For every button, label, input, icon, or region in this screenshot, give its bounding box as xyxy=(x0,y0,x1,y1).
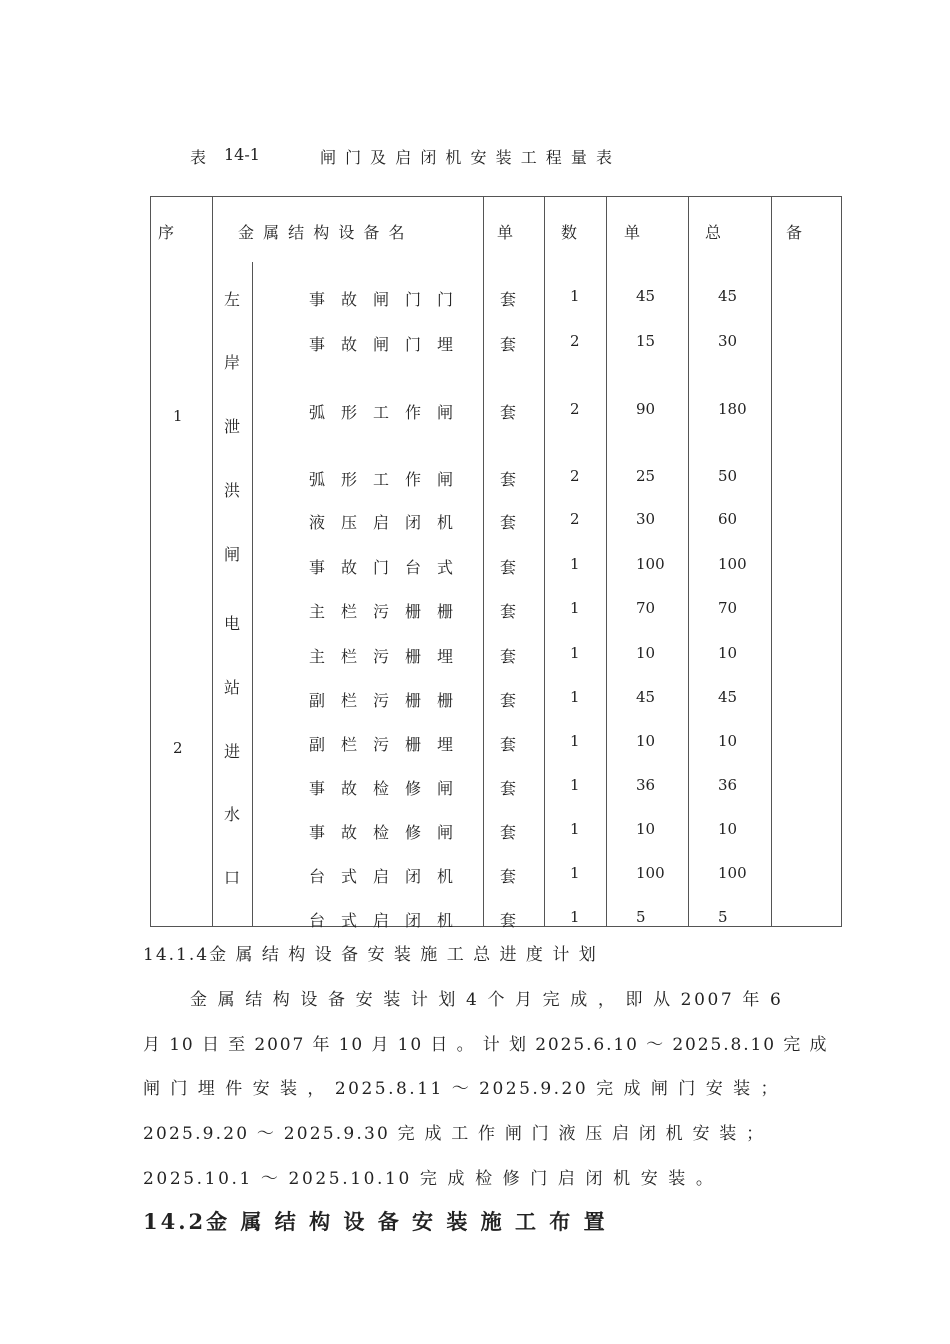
equipment-name: 事故闸门门 xyxy=(309,290,470,309)
qty-cell: 1 xyxy=(570,644,580,662)
col-line xyxy=(252,262,253,927)
total-cell: 30 xyxy=(718,332,738,350)
header-seq: 序 xyxy=(158,223,175,242)
unit-cell: 套 xyxy=(500,911,517,930)
unit-cell: 套 xyxy=(500,290,517,309)
header-remark: 备 xyxy=(786,223,803,242)
price-cell: 15 xyxy=(636,332,656,350)
unit-cell: 套 xyxy=(500,470,517,489)
header-price: 单 xyxy=(624,223,641,242)
group-char: 泄 xyxy=(224,417,241,436)
unit-cell: 套 xyxy=(500,735,517,754)
price-cell: 100 xyxy=(636,555,665,573)
caption-number: 14-1 xyxy=(224,145,260,164)
total-cell: 36 xyxy=(718,776,738,794)
total-cell: 50 xyxy=(718,467,738,485)
qty-cell: 1 xyxy=(570,599,580,617)
group-char: 闸 xyxy=(224,545,241,564)
qty-cell: 1 xyxy=(570,287,580,305)
equipment-name: 主栏污栅栅 xyxy=(309,602,470,621)
price-cell: 100 xyxy=(636,864,665,882)
price-cell: 45 xyxy=(636,287,656,305)
col-line xyxy=(688,196,689,927)
price-cell: 25 xyxy=(636,467,656,485)
caption-label: 表 xyxy=(190,148,207,167)
paragraph-line: 2025.9.20 ～ 2025.9.30 完 成 工 作 闸 门 液 压 启 闭 机 安 装 ； xyxy=(143,1124,766,1144)
equipment-name: 事故闸门埋 xyxy=(309,335,470,354)
group-char: 站 xyxy=(224,678,241,697)
qty-cell: 1 xyxy=(570,776,580,794)
qty-cell: 1 xyxy=(570,864,580,882)
total-cell: 100 xyxy=(718,555,747,573)
paragraph-line: 金 属 结 构 设 备 安 装 计 划 4 个 月 完 成 ， 即 从 2007 年 6 xyxy=(190,990,784,1010)
group-char: 洪 xyxy=(224,481,241,500)
price-cell: 10 xyxy=(636,820,656,838)
section-heading-14-2: 14.2金 属 结 构 设 备 安 装 施 工 布 置 xyxy=(143,1209,608,1234)
price-cell: 10 xyxy=(636,732,656,750)
price-cell: 5 xyxy=(636,908,646,926)
total-cell: 45 xyxy=(718,688,738,706)
equipment-name: 台式启闭机 xyxy=(309,911,470,930)
price-cell: 30 xyxy=(636,510,656,528)
equipment-name: 事故检修闸 xyxy=(309,823,470,842)
unit-cell: 套 xyxy=(500,558,517,577)
group-char: 水 xyxy=(224,805,241,824)
unit-cell: 套 xyxy=(500,647,517,666)
paragraph-line: 闸 门 埋 件 安 装 ， 2025.8.11 ～ 2025.9.20 完 成 闸 门 安 装 ； xyxy=(143,1079,780,1099)
total-cell: 5 xyxy=(718,908,728,926)
total-cell: 45 xyxy=(718,287,738,305)
price-cell: 90 xyxy=(636,400,656,418)
equipment-name: 副栏污栅埋 xyxy=(309,735,470,754)
price-cell: 36 xyxy=(636,776,656,794)
group-char: 电 xyxy=(224,614,241,633)
equipment-name: 台式启闭机 xyxy=(309,867,470,886)
total-cell: 10 xyxy=(718,820,738,838)
equipment-name: 弧形工作闸 xyxy=(309,470,470,489)
price-cell: 10 xyxy=(636,644,656,662)
equipment-name: 事故门台式 xyxy=(309,558,470,577)
qty-cell: 1 xyxy=(570,555,580,573)
total-cell: 100 xyxy=(718,864,747,882)
equipment-name: 弧形工作闸 xyxy=(309,403,470,422)
qty-cell: 2 xyxy=(570,400,580,418)
unit-cell: 套 xyxy=(500,823,517,842)
table-bottom-line xyxy=(150,926,842,927)
qty-cell: 2 xyxy=(570,510,580,528)
group-char: 岸 xyxy=(224,353,241,372)
qty-cell: 1 xyxy=(570,908,580,926)
unit-cell: 套 xyxy=(500,513,517,532)
header-qty: 数 xyxy=(561,223,578,242)
caption-title: 闸 门 及 启 闭 机 安 装 工 程 量 表 xyxy=(320,148,614,167)
equipment-name: 液压启闭机 xyxy=(309,513,470,532)
col-line xyxy=(771,196,772,927)
total-cell: 180 xyxy=(718,400,747,418)
equipment-name: 副栏污栅栅 xyxy=(309,691,470,710)
paragraph-line: 2025.10.1 ～ 2025.10.10 完 成 检 修 门 启 闭 机 安 装 。 xyxy=(143,1169,716,1189)
col-line xyxy=(212,196,213,927)
seq-number: 2 xyxy=(173,739,183,757)
qty-cell: 2 xyxy=(570,467,580,485)
equipment-name: 主栏污栅埋 xyxy=(309,647,470,666)
unit-cell: 套 xyxy=(500,602,517,621)
header-total: 总 xyxy=(705,223,722,242)
section-heading: 14.1.4金 属 结 构 设 备 安 装 施 工 总 进 度 计 划 xyxy=(143,945,598,965)
unit-cell: 套 xyxy=(500,335,517,354)
unit-cell: 套 xyxy=(500,779,517,798)
total-cell: 60 xyxy=(718,510,738,528)
unit-cell: 套 xyxy=(500,691,517,710)
group-char: 口 xyxy=(224,868,241,887)
header-name: 金 属 结 构 设 备 名 xyxy=(238,223,407,242)
paragraph-line: 月 10 日 至 2007 年 10 月 10 日 。 计 划 2025.6.10 ～ 2025.8.10 完 成 xyxy=(143,1035,829,1055)
price-cell: 45 xyxy=(636,688,656,706)
price-cell: 70 xyxy=(636,599,656,617)
qty-cell: 2 xyxy=(570,332,580,350)
col-line xyxy=(544,196,545,927)
total-cell: 10 xyxy=(718,644,738,662)
total-cell: 10 xyxy=(718,732,738,750)
total-cell: 70 xyxy=(718,599,738,617)
header-unit: 单 xyxy=(497,223,514,242)
qty-cell: 1 xyxy=(570,688,580,706)
unit-cell: 套 xyxy=(500,867,517,886)
col-line xyxy=(483,196,484,927)
unit-cell: 套 xyxy=(500,403,517,422)
seq-number: 1 xyxy=(173,407,183,425)
col-line xyxy=(606,196,607,927)
table-caption xyxy=(0,145,950,167)
qty-cell: 1 xyxy=(570,732,580,750)
group-char: 进 xyxy=(224,742,241,761)
equipment-name: 事故检修闸 xyxy=(309,779,470,798)
group-char: 左 xyxy=(224,290,241,309)
qty-cell: 1 xyxy=(570,820,580,838)
